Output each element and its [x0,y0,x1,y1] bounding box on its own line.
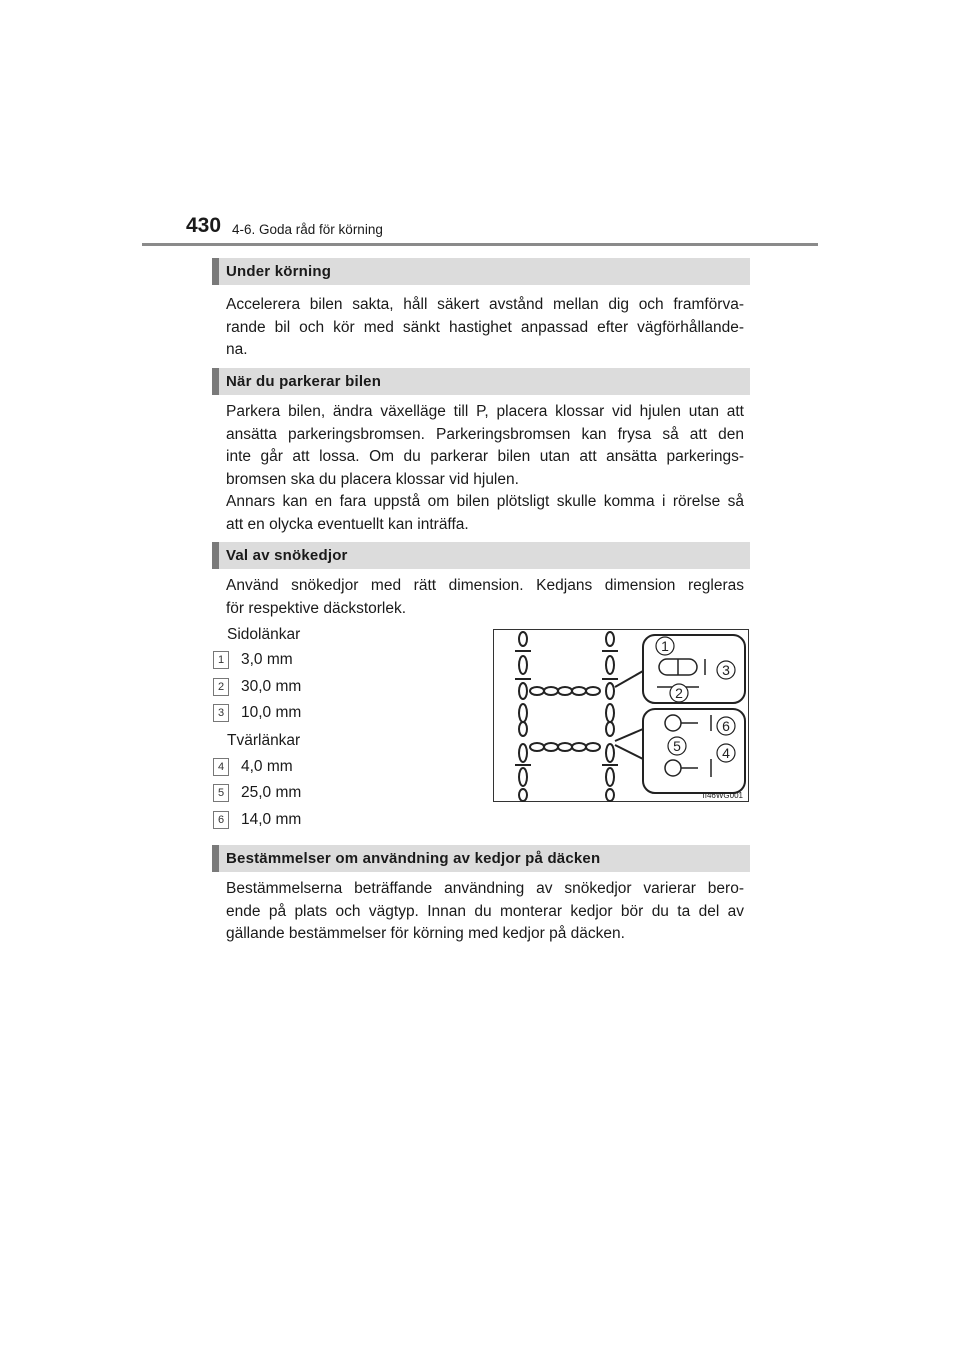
text-line: Bestämmelserna beträffande användning av snökedjor varierar bero- [226,880,744,897]
paragraph-regulations [226,878,744,946]
section-title: Under körning [226,263,332,280]
spec-item [213,678,301,698]
callout-3: 3 [722,662,730,678]
text-line: na. [226,341,248,358]
section-title: När du parkerar bilen [226,373,382,390]
section-marker [212,845,219,872]
spec-item [213,704,301,724]
header-rule [142,243,818,246]
section-title: Val av snökedjor [226,547,348,564]
text-line: Använd snökedjor med rätt dimension. Kedjans dimension regleras [226,577,744,594]
callout-number: 6 [213,811,229,829]
text-line: ansätta parkeringsbromsen. Parkeringsbromsen kan frysa så att den [226,425,744,443]
text-line: gällande bestämmelser för körning med kedjor på däcken. [226,925,625,942]
spec-item [213,651,293,671]
snow-chain-illustration [493,629,749,802]
spec-value: 25,0 mm [241,784,302,801]
callout-6: 6 [722,718,730,734]
text-line: Annars kan en fara uppstå om bilen plötsligt skulle komma i rörelse så [226,493,744,510]
callout-2: 2 [675,685,683,701]
text-line: att en olycka eventuellt kan inträffa. [226,515,469,533]
section-marker [212,258,219,285]
figure-code: II46WG001 [702,791,743,800]
spec-item [213,811,301,831]
section-marker [212,368,219,395]
chapter-title: 4-6. Goda råd för körning [232,222,383,237]
spec-value: 30,0 mm [241,678,302,695]
callout-number: 1 [213,651,229,669]
side-links-label: Sidolänkar [227,626,301,643]
section-marker [212,542,219,569]
spec-value: 10,0 mm [241,704,302,721]
callout-number: 5 [213,784,229,802]
spec-item [213,784,301,804]
paragraph-parking [226,401,744,536]
text-line: Parkera bilen, ändra växelläge till P, placera klossar vid hjulen utan att [226,403,744,420]
callout-4: 4 [722,745,730,761]
callout-number: 4 [213,758,229,776]
page-number: 430 [186,214,222,237]
text-line: ende på plats och vägtyp. Innan du monterar kedjor bör du ta del av [226,902,744,920]
section-title: Bestämmelser om användning av kedjor på däcken [226,850,601,867]
text-line: för respektive däckstorlek. [226,599,407,617]
chain-diagram [493,629,749,802]
paragraph-driving [226,294,744,362]
text-line: inte går att lossa. Om du parkerar bilen utan att ansätta parkerings- [226,448,744,465]
text-line: Accelerera bilen sakta, håll säkert avstånd mellan dig och framförva- [226,296,744,313]
text-line: rande bil och kör med sänkt hastighet anpassad efter vägförhållande- [226,318,744,336]
text-line: bromsen ska du placera klossar vid hjulen. [226,470,519,488]
section-heading-snow-chains [212,542,750,569]
spec-value: 4,0 mm [241,758,293,775]
callout-number: 3 [213,704,229,722]
spec-value: 14,0 mm [241,811,302,828]
section-heading-driving [212,258,750,285]
section-heading-parking [212,368,750,395]
callout-number: 2 [213,678,229,696]
callout-5: 5 [673,738,681,754]
spec-item [213,758,293,778]
paragraph-snow-chains [226,575,744,620]
spec-value: 3,0 mm [241,651,293,668]
section-heading-regulations [212,845,750,872]
callout-1: 1 [661,638,669,654]
cross-links-label: Tvärlänkar [227,732,301,749]
